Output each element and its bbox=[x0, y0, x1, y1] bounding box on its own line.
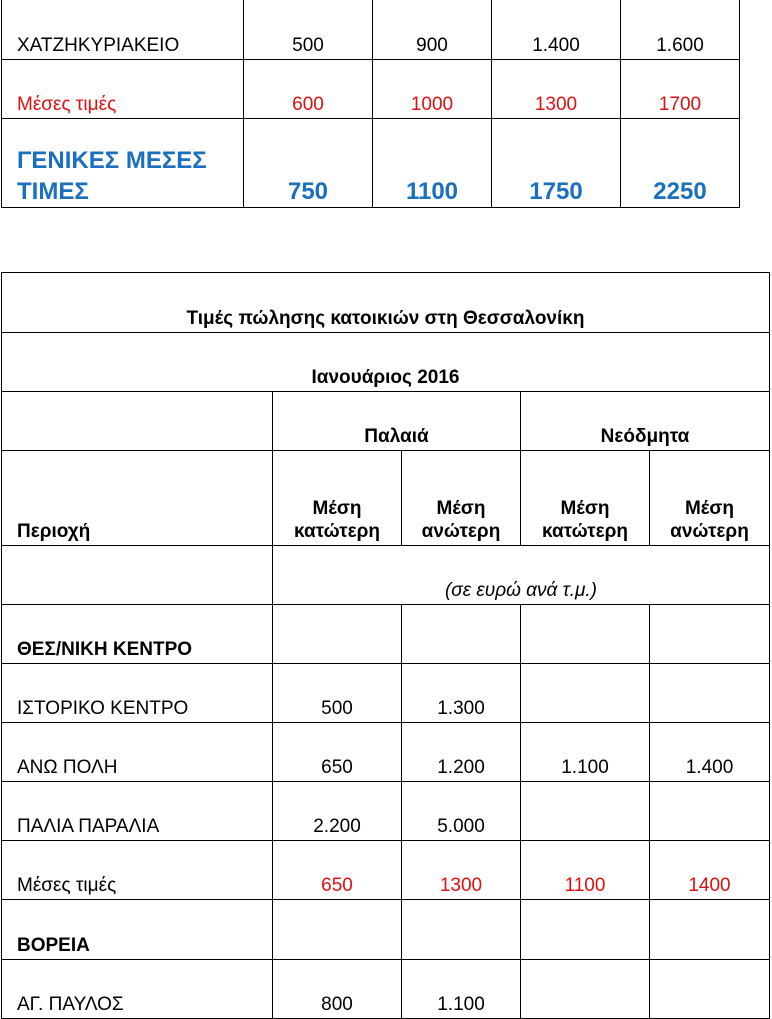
cell-value: 500 bbox=[244, 0, 373, 60]
table-title-row bbox=[2, 273, 770, 333]
row-label: ΠΑΛΙΑ ΠΑΡΑΛΙΑ bbox=[2, 782, 273, 841]
cell-value: 750 bbox=[244, 119, 373, 208]
cell-value: 1.300 bbox=[402, 664, 521, 723]
column-header-line1: Μέση bbox=[312, 498, 362, 519]
empty-cell bbox=[2, 392, 273, 451]
empty-cell bbox=[402, 605, 521, 664]
row-label: Μέσες τιμές bbox=[2, 841, 273, 900]
cell-value: 600 bbox=[244, 60, 373, 119]
cell-value: 650 bbox=[273, 723, 402, 782]
column-header-line2: κατώτερη bbox=[542, 521, 628, 542]
column-header-row bbox=[2, 451, 770, 546]
column-header bbox=[650, 451, 770, 546]
cell-value: 1300 bbox=[402, 841, 521, 900]
cell-value: 1.100 bbox=[521, 723, 650, 782]
table-row bbox=[2, 0, 740, 60]
empty-cell bbox=[521, 900, 650, 960]
section-row bbox=[2, 605, 770, 664]
cell-value bbox=[521, 782, 650, 841]
unit-row bbox=[2, 546, 770, 605]
column-header bbox=[273, 451, 402, 546]
group-header-row bbox=[2, 392, 770, 451]
unit-note: (σε ευρώ ανά τ.μ.) bbox=[273, 546, 770, 605]
cell-value: 900 bbox=[373, 0, 492, 60]
column-header bbox=[521, 451, 650, 546]
cell-value: 1750 bbox=[492, 119, 621, 208]
empty-cell bbox=[650, 605, 770, 664]
table-period: Ιανουάριος 2016 bbox=[2, 333, 770, 392]
cell-value: 1.400 bbox=[650, 723, 770, 782]
cell-value: 2.200 bbox=[273, 782, 402, 841]
cell-value: 5.000 bbox=[402, 782, 521, 841]
table-row bbox=[2, 664, 770, 723]
section-row bbox=[2, 900, 770, 960]
empty-cell bbox=[273, 900, 402, 960]
cell-value: 1400 bbox=[650, 841, 770, 900]
column-header bbox=[402, 451, 521, 546]
column-header-line2: ανώτερη bbox=[670, 521, 749, 542]
cell-value: 1.200 bbox=[402, 723, 521, 782]
top-price-table bbox=[1, 0, 740, 208]
cell-value: 1300 bbox=[492, 60, 621, 119]
cell-value bbox=[650, 782, 770, 841]
cell-value: 1.100 bbox=[402, 960, 521, 1019]
cell-value: 800 bbox=[273, 960, 402, 1019]
cell-value: 1100 bbox=[373, 119, 492, 208]
row-label: ΙΣΤΟΡΙΚΟ ΚΕΝΤΡΟ bbox=[2, 664, 273, 723]
cell-value bbox=[521, 960, 650, 1019]
general-average-label bbox=[2, 119, 244, 208]
cell-value bbox=[650, 960, 770, 1019]
table-title: Τιμές πώλησης κατοικιών στη Θεσσαλονίκη bbox=[2, 273, 770, 333]
general-average-label-line1: ΓΕΝΙΚΕΣ ΜΕΣΕΣ bbox=[17, 147, 207, 174]
empty-cell bbox=[2, 546, 273, 605]
thessaloniki-price-table bbox=[1, 272, 770, 1019]
table-row bbox=[2, 960, 770, 1019]
cell-value: 1100 bbox=[521, 841, 650, 900]
table-row bbox=[2, 782, 770, 841]
table-row-general-average bbox=[2, 119, 740, 208]
row-label: Μέσες τιμές bbox=[2, 60, 244, 119]
row-label: ΑΓ. ΠΑΥΛΟΣ bbox=[2, 960, 273, 1019]
row-label: ΑΝΩ ΠΟΛΗ bbox=[2, 723, 273, 782]
row-label: ΧΑΤΖΗΚΥΡΙΑΚΕΙΟ bbox=[2, 0, 244, 60]
cell-value: 500 bbox=[273, 664, 402, 723]
table-period-row bbox=[2, 333, 770, 392]
table-row-average bbox=[2, 841, 770, 900]
table-row-average bbox=[2, 60, 740, 119]
section-label: ΘΕΣ/ΝΙΚΗ ΚΕΝΤΡΟ bbox=[2, 605, 273, 664]
table-row bbox=[2, 723, 770, 782]
column-header-area: Περιοχή bbox=[2, 451, 273, 546]
empty-cell bbox=[650, 900, 770, 960]
empty-cell bbox=[273, 605, 402, 664]
cell-value: 1000 bbox=[373, 60, 492, 119]
cell-value: 1.600 bbox=[621, 0, 740, 60]
cell-value: 2250 bbox=[621, 119, 740, 208]
column-header-line1: Μέση bbox=[560, 498, 610, 519]
column-header-line2: ανώτερη bbox=[421, 521, 501, 542]
column-header-line1: Μέση bbox=[436, 498, 486, 519]
empty-cell bbox=[402, 900, 521, 960]
cell-value: 1700 bbox=[621, 60, 740, 119]
cell-value: 650 bbox=[273, 841, 402, 900]
column-header-line2: κατώτερη bbox=[294, 521, 380, 542]
cell-value: 1.400 bbox=[492, 0, 621, 60]
cell-value bbox=[650, 664, 770, 723]
group-header-new: Νεόδμητα bbox=[521, 392, 770, 451]
section-label: ΒΟΡΕΙΑ bbox=[2, 900, 273, 960]
group-header-old: Παλαιά bbox=[273, 392, 521, 451]
empty-cell bbox=[521, 605, 650, 664]
general-average-label-line2: ΤΙΜΕΣ bbox=[17, 178, 89, 205]
cell-value bbox=[521, 664, 650, 723]
column-header-line1: Μέση bbox=[684, 498, 734, 519]
